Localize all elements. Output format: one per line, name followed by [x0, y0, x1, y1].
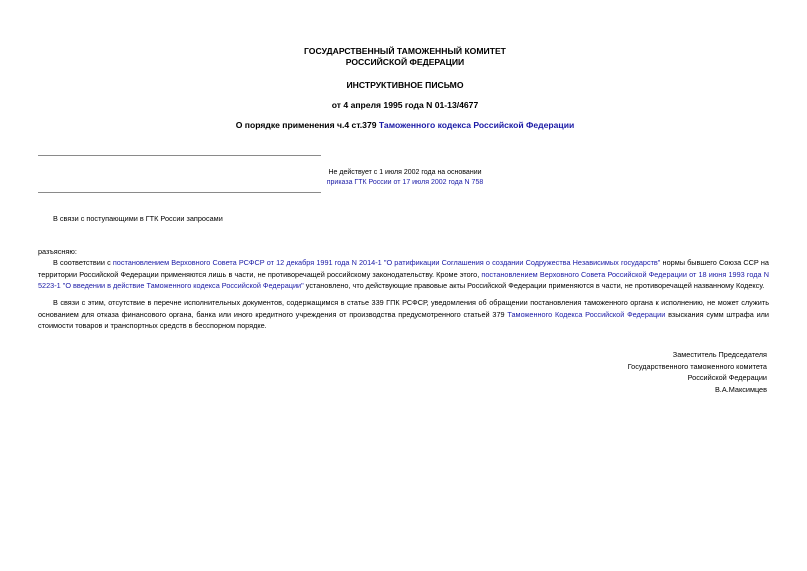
- org-name-line-2: РОССИЙСКОЙ ФЕДЕРАЦИИ: [345, 57, 465, 67]
- subject-prefix: О порядке применения ч.4 ст.379: [235, 120, 379, 130]
- signature-block: [628, 349, 767, 395]
- signature-country: Российской Федерации: [687, 373, 767, 383]
- status-note: Не действует с 1 июля 2002 года на основании: [328, 169, 482, 176]
- paragraph-2: [38, 297, 769, 332]
- signature-position: Заместитель Председателя: [672, 350, 767, 359]
- p2-text-b: взыскания сумм штрафа или стоимости товаров и транспортных средств в бесспорном порядке.: [38, 309, 769, 331]
- org-name-line-1: ГОСУДАРСТВЕННЫЙ ТАМОЖЕННЫЙ КОМИТЕТ: [304, 46, 506, 56]
- paragraph-1: [38, 257, 769, 292]
- supreme-council-1993-link[interactable]: постановлением Верховного Совета Российской Федерации от 18 июня 1993 года N 5223-1 "О введении в действие Таможенного кодекса Российской Федерации": [38, 269, 769, 291]
- p1-text-a: В соответствии с: [53, 258, 113, 267]
- document-type: ИНСТРУКТИВНОЕ ПИСЬМО: [346, 80, 464, 90]
- p1-text-c: установлено, что действующие правовые акты Российской Федерации применяются в части, не противоречащей названному Кодексу.: [303, 281, 765, 291]
- divider-top: [38, 155, 321, 156]
- order-link[interactable]: приказа ГТК России от 17 июля 2002 года N 758: [326, 179, 484, 186]
- customs-code-article-link[interactable]: Таможенного Кодекса Российской Федерации: [507, 309, 666, 319]
- clarify-text: разъясняю:: [38, 247, 77, 256]
- divider-bottom: [38, 192, 321, 193]
- intro-text: В связи с поступающими в ГТК России запросами: [53, 214, 223, 223]
- document-date-number: от 4 апреля 1995 года N 01-13/4677: [331, 100, 479, 110]
- supreme-council-1991-link[interactable]: постановлением Верховного Совета РСФСР от 12 декабря 1991 года N 2014-1 "О ратификации Соглашения о создании Содружества Независимых государств": [112, 258, 661, 267]
- p1-text-b: нормы бывшего Союза ССР на территории Российской Федерации применяются лишь в части, не противоречащей российскому законодательству. Кроме этого,: [38, 258, 769, 279]
- issuing-organization: [160, 46, 650, 68]
- signature-organization: Государственного таможенного комитета: [627, 361, 767, 371]
- status-order-line: [220, 177, 590, 188]
- customs-code-link[interactable]: Таможенного кодекса Российской Федерации: [378, 120, 575, 130]
- p2-text-a: В связи с этим, отсутствие в перечне исполнительных документов, содержащимся в статье 339 ГПК РСФСР, уведомления об обращении постановления таможенного органа к исполнению, не может служить основанием для отказа финансового органа, банка или иного кредитного учреждения от производства предусмотренного статьей 379: [38, 298, 769, 319]
- signature-name: В.А.Максимцев: [714, 384, 767, 394]
- document-subject: [160, 120, 650, 131]
